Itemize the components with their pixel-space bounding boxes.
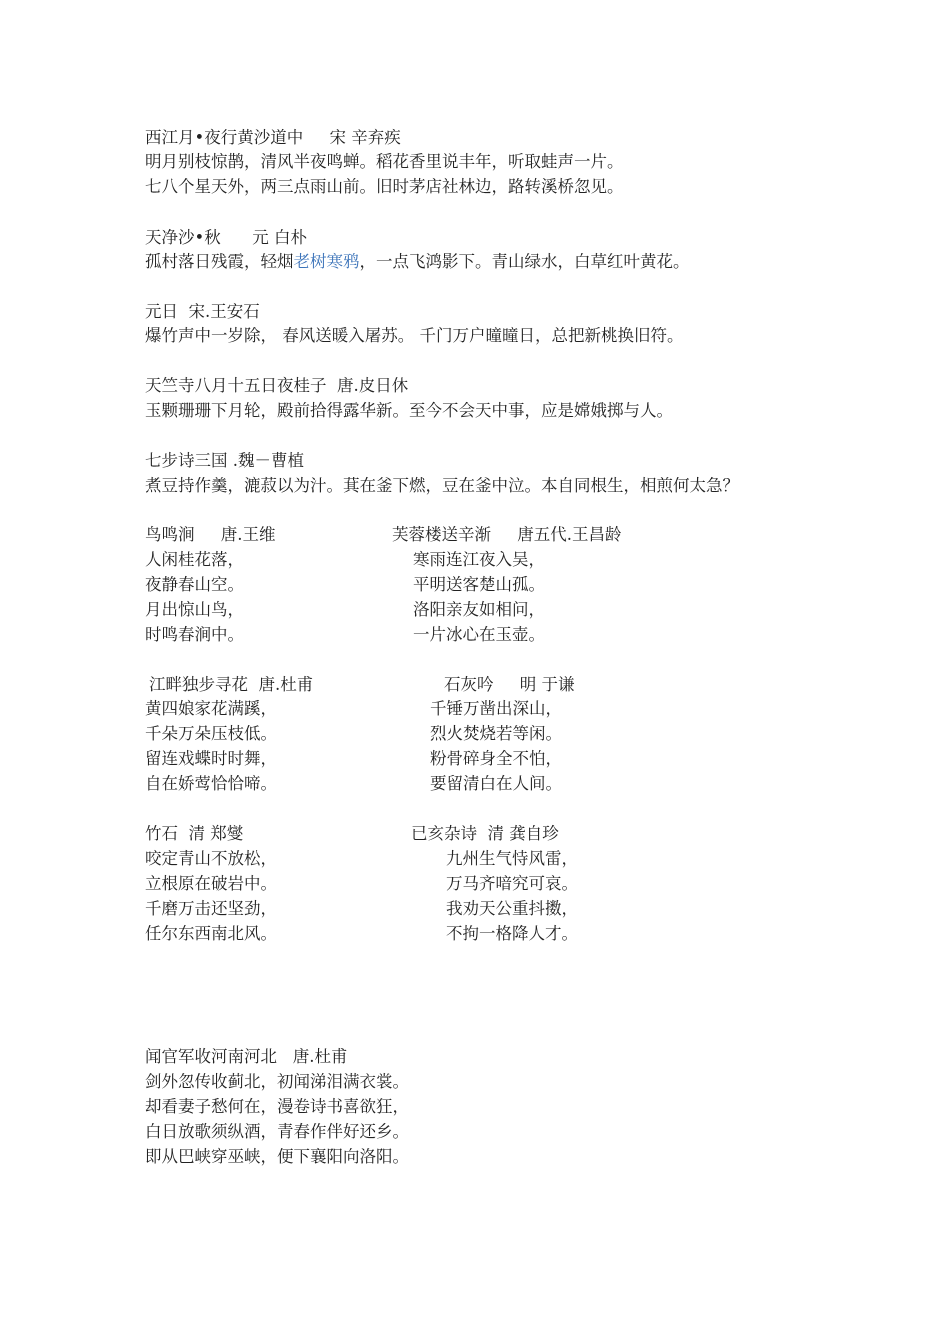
- poem-title: 闻官军收河南河北 唐.杜甫: [145, 1047, 348, 1066]
- poem-line: 一片冰心在玉壶。: [413, 625, 545, 644]
- poem-line: 咬定青山不放松，: [145, 849, 277, 868]
- poem-line: 夜静春山空。: [145, 575, 244, 594]
- poem-title: 石灰吟 明 于谦: [444, 675, 575, 694]
- poem-line: 白日放歌须纵酒，青春作伴好还乡。: [145, 1122, 409, 1141]
- poem-line-text: ，一点飞鸿影下。青山绿水，白草红叶黄花。: [359, 252, 690, 271]
- poem-line: 烈火焚烧若等闲。: [430, 724, 562, 743]
- poem-line: 时鸣春涧中。: [145, 625, 244, 644]
- poem-line: 粉骨碎身全不怕，: [430, 749, 562, 768]
- poem-title: 已亥杂诗 清 龚自珍: [411, 824, 559, 843]
- poem-line: 煮豆持作羹，漉菽以为汁。萁在釜下燃，豆在釜中泣。本自同根生，相煎何太急？: [145, 476, 739, 495]
- poem-line: 千磨万击还坚劲，: [145, 899, 277, 918]
- poem-line: 不拘一格降人才。: [446, 924, 578, 943]
- poem-line: 我劝天公重抖擞，: [446, 899, 578, 918]
- poem-line: 寒雨连江夜入吴，: [413, 550, 545, 569]
- poem-title: 七步诗三国 .魏－曹植: [145, 451, 304, 470]
- poem-title: 竹石 清 郑燮: [145, 824, 244, 843]
- poem-line: 要留清白在人间。: [430, 774, 562, 793]
- poem-title: 天净沙•秋 元 白朴: [145, 228, 307, 247]
- poem-line: 爆竹声中一岁除， 春风送暖入屠苏。 千门万户曈曈日，总把新桃换旧符。: [145, 326, 684, 345]
- poem-line: 剑外忽传收蓟北，初闻涕泪满衣裳。: [145, 1072, 409, 1091]
- poem-title: 西江月•夜行黄沙道中 宋 辛弃疾: [145, 128, 401, 147]
- poem-line: 九州生气恃风雷，: [446, 849, 578, 868]
- poem-line: 玉颗珊珊下月轮，殿前拾得露华新。至今不会天中事，应是嫦娥掷与人。: [145, 401, 673, 420]
- poem-line: 平明送客楚山孤。: [413, 575, 545, 594]
- poem-line: 却看妻子愁何在，漫卷诗书喜欲狂，: [145, 1097, 409, 1116]
- poem-line: 月出惊山鸟，: [145, 600, 244, 619]
- poem-line: 明月别枝惊鹊，清风半夜鸣蝉。稻花香里说丰年，听取蛙声一片。: [145, 152, 624, 171]
- poem-line: 千朵万朵压枝低。: [145, 724, 277, 743]
- poem-title: 江畔独步寻花 唐.杜甫: [149, 675, 314, 694]
- poem-title: 芙蓉楼送辛渐 唐五代.王昌龄: [392, 525, 622, 544]
- poem-line: 千锤万凿出深山，: [430, 699, 562, 718]
- poem-line-text: 孤村落日残霞，轻烟: [145, 252, 294, 271]
- poem-title: 元日 宋.王安石: [145, 302, 260, 321]
- poem-line: 七八个星天外，两三点雨山前。旧时茅店社林边，路转溪桥忽见。: [145, 177, 624, 196]
- poem-line: 立根原在破岩中。: [145, 874, 277, 893]
- poem-line: 任尔东西南北风。: [145, 924, 277, 943]
- poem-title: 天竺寺八月十五日夜桂子 唐.皮日休: [145, 376, 409, 395]
- poem-line: [145, 251, 690, 273]
- poem-line: 黄四娘家花满蹊，: [145, 699, 277, 718]
- hyperlink[interactable]: 老树寒鸦: [293, 252, 360, 271]
- poem-title: 鸟鸣涧 唐.王维: [145, 525, 276, 544]
- poem-line: 万马齐喑究可哀。: [446, 874, 578, 893]
- poem-line: 自在娇莺恰恰啼。: [145, 774, 277, 793]
- poem-line: 即从巴峡穿巫峡，便下襄阳向洛阳。: [145, 1147, 409, 1166]
- poem-line: 人闲桂花落，: [145, 550, 244, 569]
- poem-line: 洛阳亲友如相问，: [413, 600, 545, 619]
- poem-line: 留连戏蝶时时舞，: [145, 749, 277, 768]
